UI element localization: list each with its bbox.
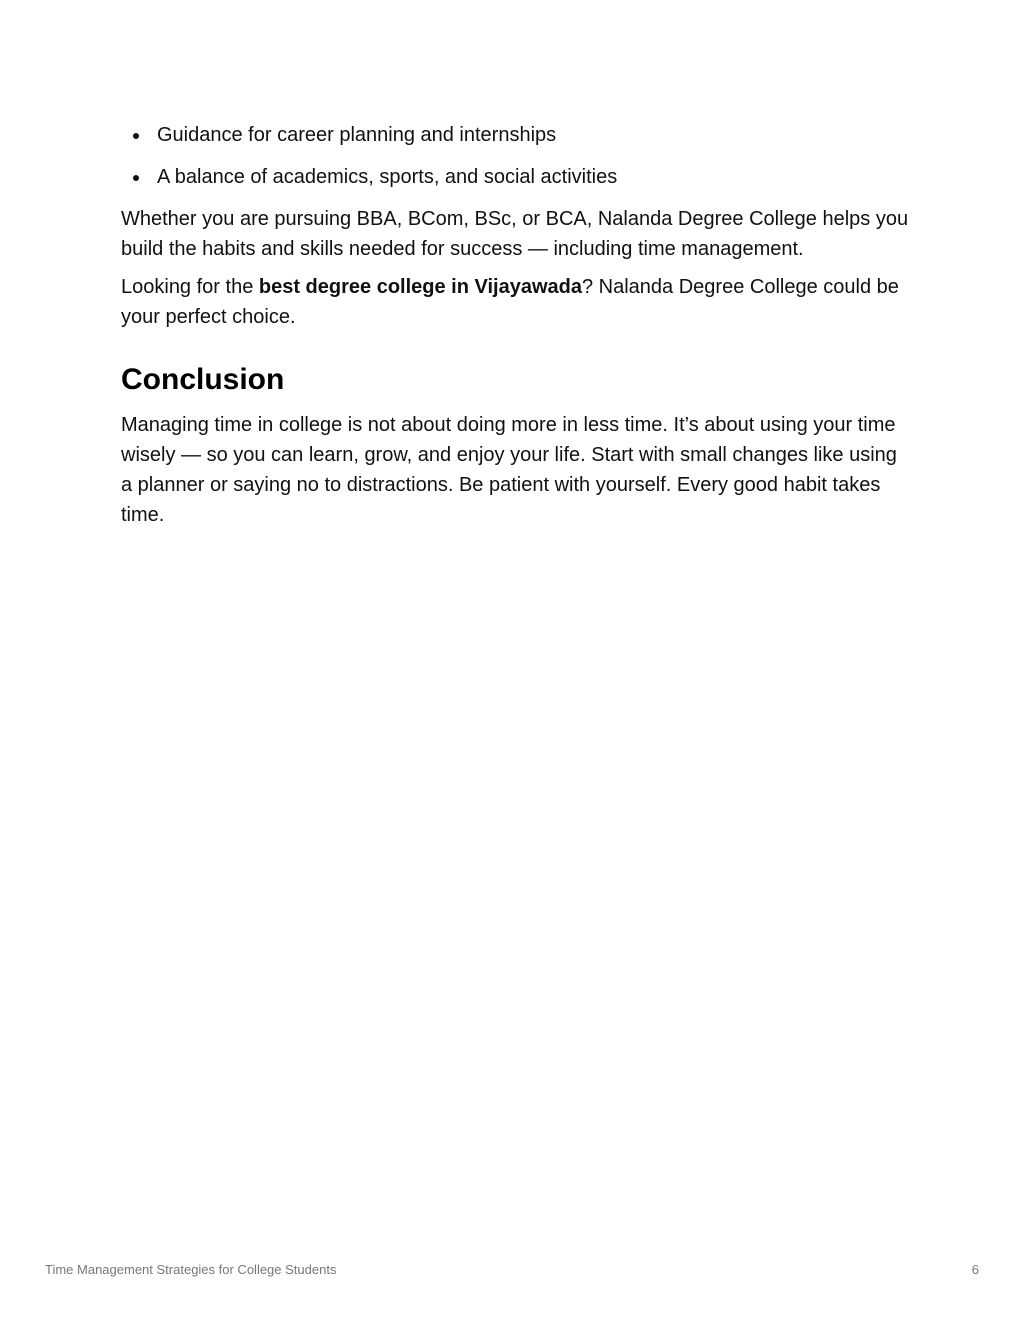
list-item-text: Guidance for career planning and internships xyxy=(157,124,557,146)
list-item-text: A balance of academics, sports, and social activities xyxy=(157,166,618,188)
bullet-icon xyxy=(133,175,139,181)
bullet-list xyxy=(121,120,911,192)
document-body xyxy=(121,120,911,538)
cta-text-after: ? Nalanda Degree College could be your perfect choice. xyxy=(121,276,899,328)
cta-text-before: Looking for the xyxy=(121,276,259,298)
footer-page-number: 6 xyxy=(971,1262,979,1277)
conclusion-paragraph: Managing time in college is not about doing more in less time. It’s about using your time wisely — so you can learn, grow, and enjoy your life. Start with small changes like using a planner or saying no to distractions. Be patient with yourself. Every good habit takes time. xyxy=(121,414,897,526)
paragraph-programs: Whether you are pursuing BBA, BCom, BSc, or BCA, Nalanda Degree College helps you build the habits and skills needed for success — including time management. xyxy=(121,208,909,260)
conclusion-heading: Conclusion xyxy=(121,363,285,396)
paragraph-cta xyxy=(121,272,911,332)
list-item xyxy=(121,120,911,150)
cta-bold-keyword: best degree college in Vijayawada xyxy=(258,276,582,298)
footer-document-title: Time Management Strategies for College Students xyxy=(45,1262,337,1277)
list-item xyxy=(121,162,911,192)
bullet-icon xyxy=(133,133,139,139)
